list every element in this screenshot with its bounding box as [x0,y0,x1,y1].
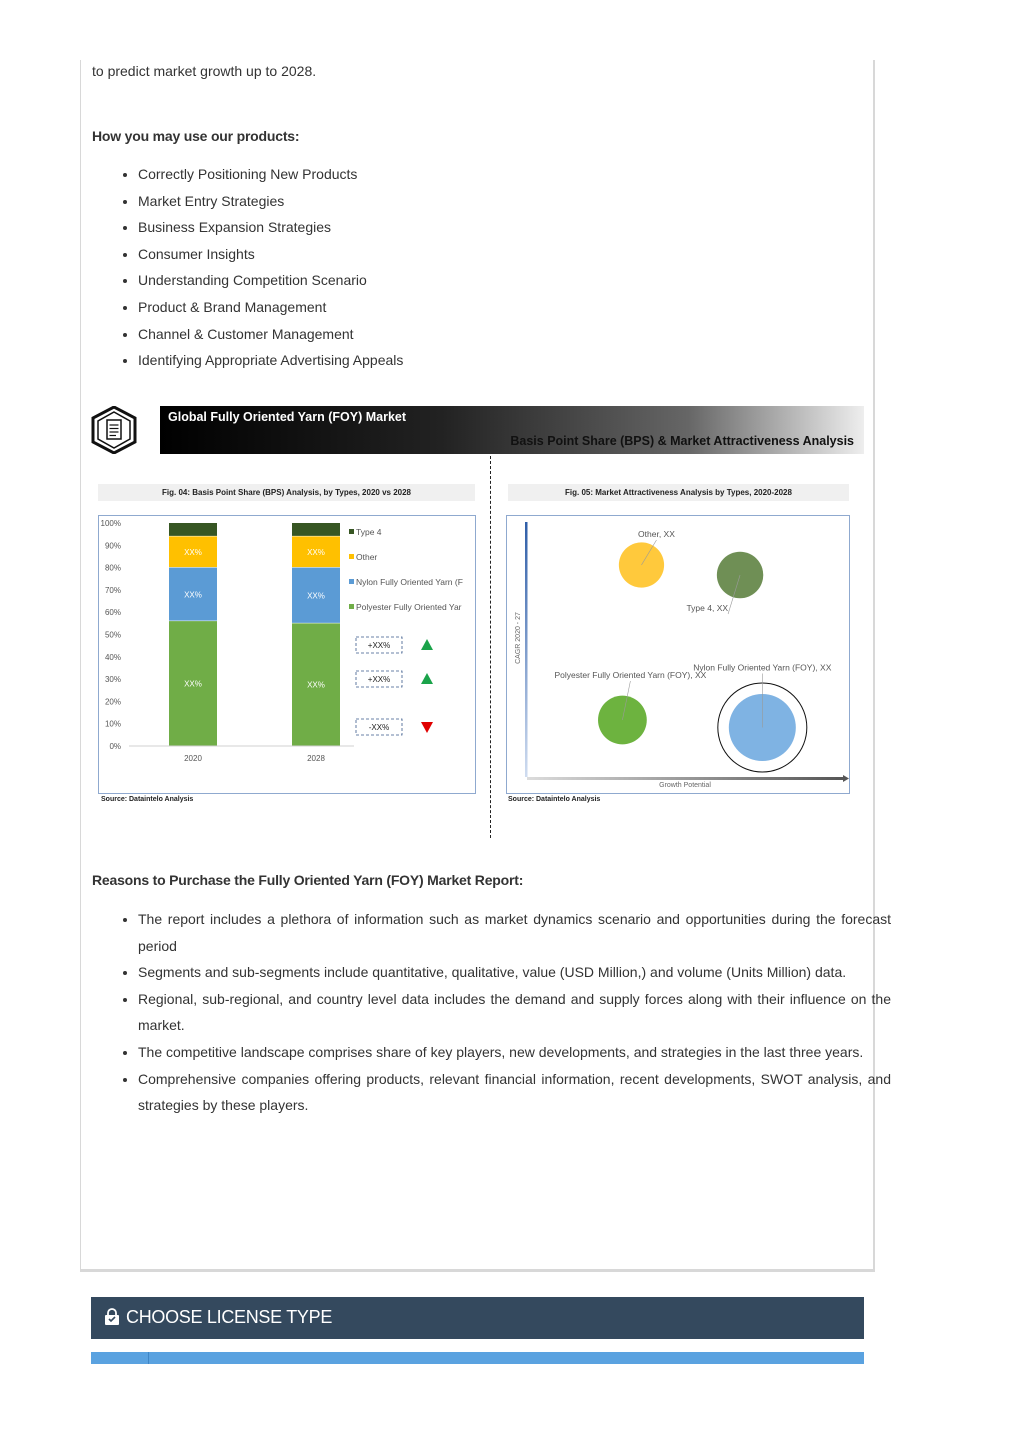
legend-label: Type 4 [356,527,382,537]
bar-segment [292,523,340,536]
y-tick-label: 30% [104,675,121,685]
banner-subtitle: Basis Point Share (BPS) & Market Attractiveness Analysis [510,434,854,448]
list-item: • Consumer Insights [138,243,403,270]
license-label: CHOOSE LICENSE TYPE [126,1307,333,1327]
legend-label: Nylon Fully Oriented Yarn (F [356,577,463,587]
fig5-caption: Fig. 05: Market Attractiveness Analysis by Types, 2020-2028 [508,484,849,501]
data-label: XX% [184,679,202,689]
license-tab[interactable] [91,1352,149,1364]
fig4-source: Source: Dataintelo Analysis [101,796,194,803]
figure-divider [490,456,491,838]
change-label: +XX% [367,641,391,650]
fig4-chart-frame [98,515,476,794]
banner-title: Global Fully Oriented Yarn (FOY) Market [168,410,407,424]
change-label: -XX% [368,723,390,732]
uses-heading: How you may use our products: [92,128,300,144]
y-tick-label: 70% [104,585,121,595]
list-item: • Regional, sub-regional, and country level data includes the demand and supply forces along with their influence on the market. [138,986,891,1039]
y-tick-label: 20% [104,697,121,707]
shopping-bag-icon [103,1308,121,1326]
bubble-label: Other, XX [638,529,675,539]
list-item: • Segments and sub-segments include quantitative, qualitative, value (USD Million,) and volume (Units Million) data. [138,959,891,986]
change-label: +XX% [367,675,391,684]
list-item: • Correctly Positioning New Products [138,163,403,190]
list-item: • Business Expansion Strategies [138,216,403,243]
data-label: XX% [307,547,325,557]
legend-swatch [349,529,354,534]
legend-label: Other [356,552,378,562]
reasons-list [110,906,891,1119]
legend-swatch [349,579,354,584]
data-label: XX% [184,590,202,600]
data-label: XX% [307,680,325,690]
data-label: XX% [307,591,325,601]
section-banner [160,406,864,454]
bubble [619,542,664,587]
fig4-caption: Fig. 04: Basis Point Share (BPS) Analysis, by Types, 2020 vs 2028 [98,484,475,501]
bubble-label: Nylon Fully Oriented Yarn (FOY), XX [693,662,832,673]
fig5-chart-frame [506,515,850,794]
up-arrow-icon [421,673,433,684]
y-tick-label: 10% [104,719,121,729]
y-tick-label: 80% [104,563,121,573]
intro-text: to predict market growth up to 2028. [92,63,317,79]
x-axis-bar [527,777,845,780]
bubble-label: Type 4, XX [686,603,729,613]
up-arrow-icon [421,639,433,650]
x-tick-label: 2028 [307,754,325,763]
legend-swatch [349,604,354,609]
y-tick-label: 100% [100,519,121,528]
y-axis-label: CAGR 2020 - 27 [515,612,522,664]
list-item: • Understanding Competition Scenario [138,269,403,296]
x-tick-label: 2020 [184,754,202,763]
legend-swatch [349,554,354,559]
license-tab-bar [91,1352,864,1364]
data-label: XX% [184,547,202,557]
uses-list [110,163,403,376]
y-axis-bar [525,522,528,777]
legend-label: Polyester Fully Oriented Yar [356,602,462,612]
y-tick-label: 40% [104,652,121,662]
list-item: • The report includes a plethora of information such as market dynamics scenario and opportunities during the forecast period [138,906,891,959]
x-axis-arrow-icon [843,775,849,782]
list-item: • Channel & Customer Management [138,323,403,350]
x-axis-label: Growth Potential [659,782,711,789]
list-item: • Identifying Appropriate Advertising Appeals [138,349,403,376]
list-item: • Product & Brand Management [138,296,403,323]
bubble-label: Polyester Fully Oriented Yarn (FOY), XX [554,670,707,680]
y-tick-label: 90% [104,541,121,551]
bps-stacked-bar-chart [99,516,475,793]
list-item: • The competitive landscape comprises share of key players, new developments, and strategies in the last three years. [138,1039,891,1066]
list-item: • Comprehensive companies offering products, relevant financial information, recent developments, SWOT analysis, and strategies by these players. [138,1066,891,1119]
y-tick-label: 60% [104,608,121,618]
attractiveness-bubble-chart [507,516,849,793]
y-tick-label: 50% [104,630,121,640]
bar-segment [169,523,217,536]
down-arrow-icon [421,722,433,733]
reasons-heading: Reasons to Purchase the Fully Oriented Yarn (FOY) Market Report: [92,872,524,888]
document-icon [91,406,137,454]
license-header[interactable] [91,1297,864,1339]
y-tick-label: 0% [109,742,121,751]
fig5-source: Source: Dataintelo Analysis [508,796,601,803]
list-item: • Market Entry Strategies [138,190,403,217]
